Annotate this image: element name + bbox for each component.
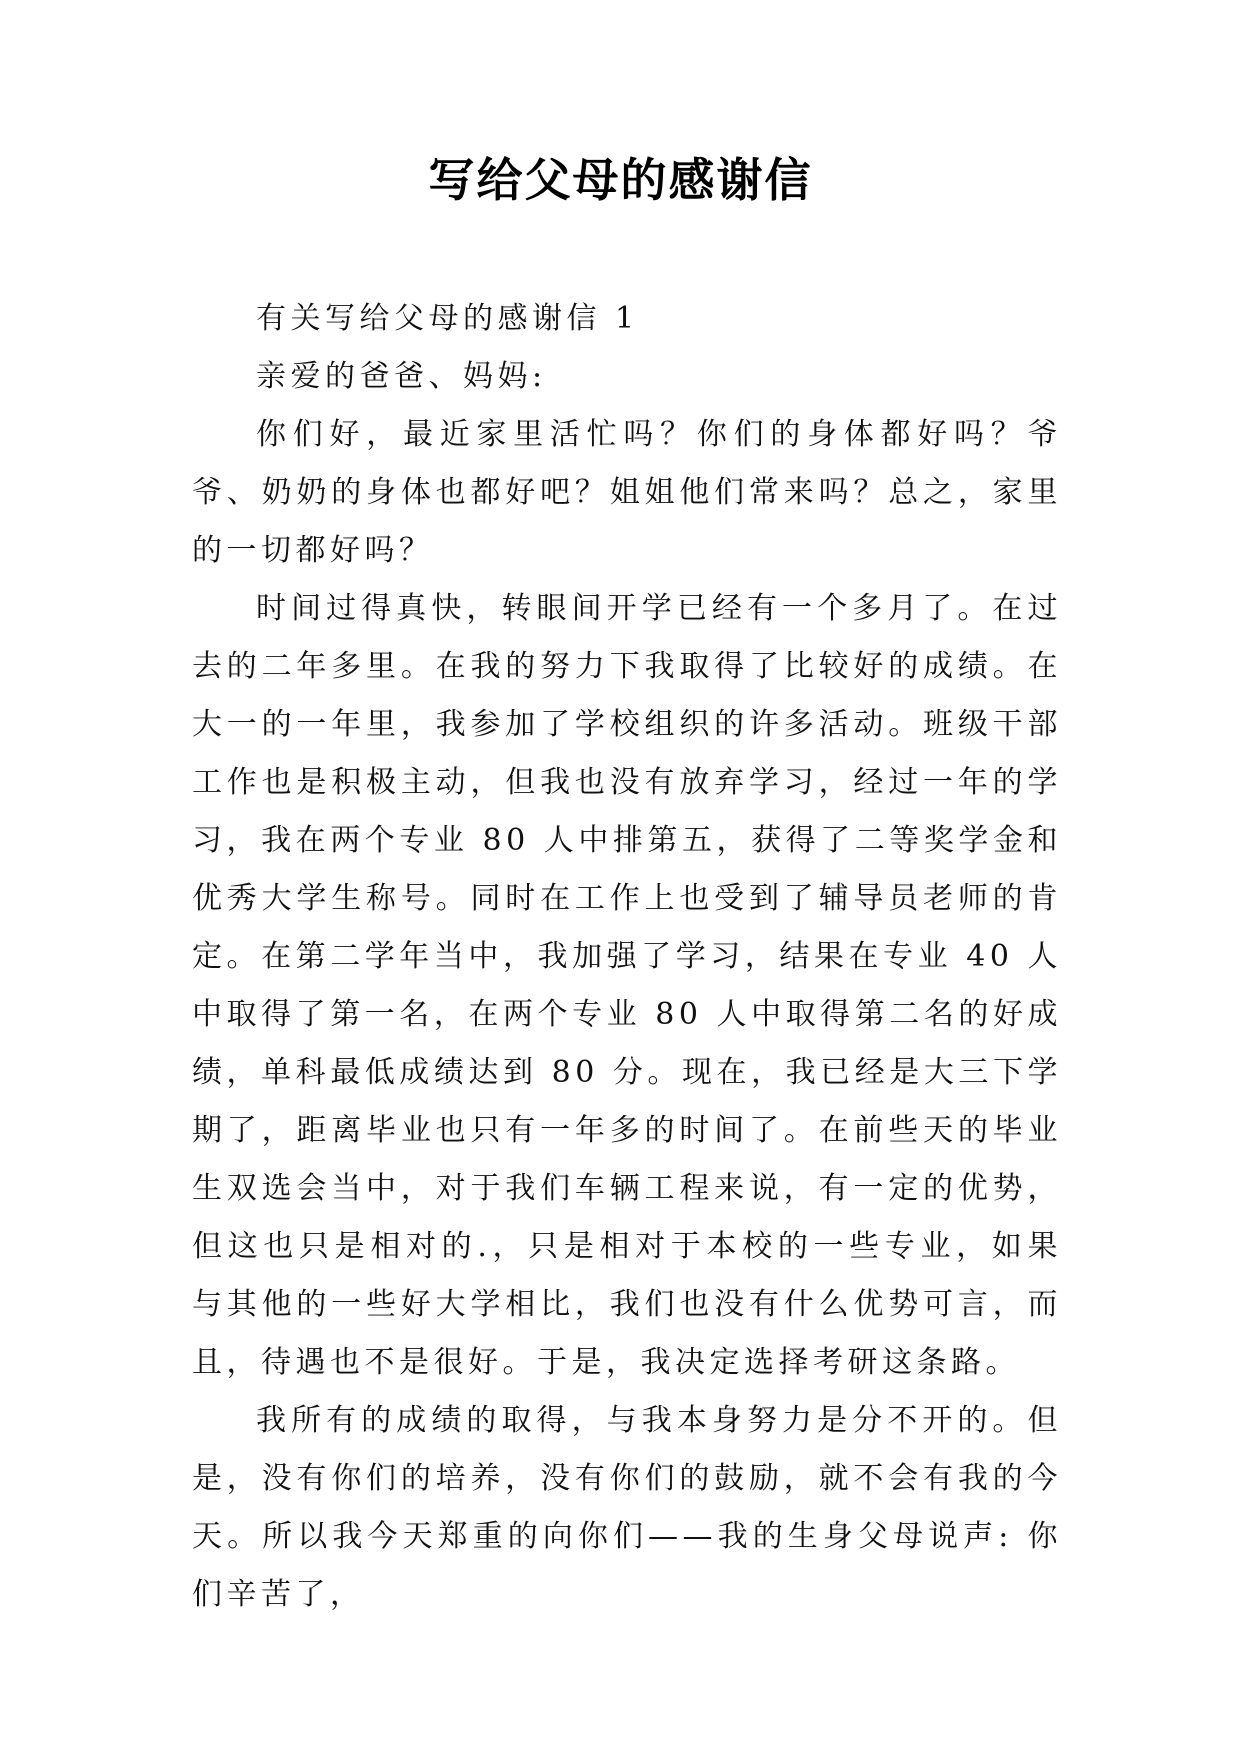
letter-heading: 有关写给父母的感谢信 1 [256, 301, 639, 336]
letter-salutation: 亲爱的爸爸、妈妈: [256, 359, 547, 394]
document-title: 写给父母的感谢信 [428, 153, 813, 207]
paragraph-thanks: 我所有的成绩的取得，与我本身努力是分不开的。但是，没有你们的培养，没有你们的鼓励，就不会有我的今天。所以我今天郑重的向你们——我的生身父母说声: 你们辛苦了， [192, 1403, 1062, 1612]
paragraph-greeting: 你们好，最近家里活忙吗？你们的身体都好吗？爷爷、奶奶的身体也都好吧？姐姐他们常来吗？总之，家里的一切都好吗？ [192, 417, 1062, 568]
paragraph-achievements: 时间过得真快，转眼间开学已经有一个多月了。在过去的二年多里。在我的努力下我取得了比较好的成绩。在大一的一年里，我参加了学校组织的许多活动。班级干部工作也是积极主动，但我也没有放弃学习，经过一年的学习，我在两个专业 80 人中排第五，获得了二等奖学金和优秀大学生称号。同时在工作上也受到了辅导员老师的肯定。在第二学年当中，我加强了学习，结果在专业 40 人中取得了第一名，在两个专业 80 人中取得第二名的好成绩，单科最低成绩达到 80 分。现在，我已经是大三下学期了，距离毕业也只有一年多的时间了。在前些天的毕业生双选会当中，对于我们车辆工程来说，有一定的优势，但这也只是相对的.，只是相对于本校的一些专业，如果与其他的一些好大学相比，我们也没有什么优势可言，而且，待遇也不是很好。于是，我决定选择考研这条路。 [192, 591, 1062, 1380]
document-body [192, 290, 1062, 1624]
